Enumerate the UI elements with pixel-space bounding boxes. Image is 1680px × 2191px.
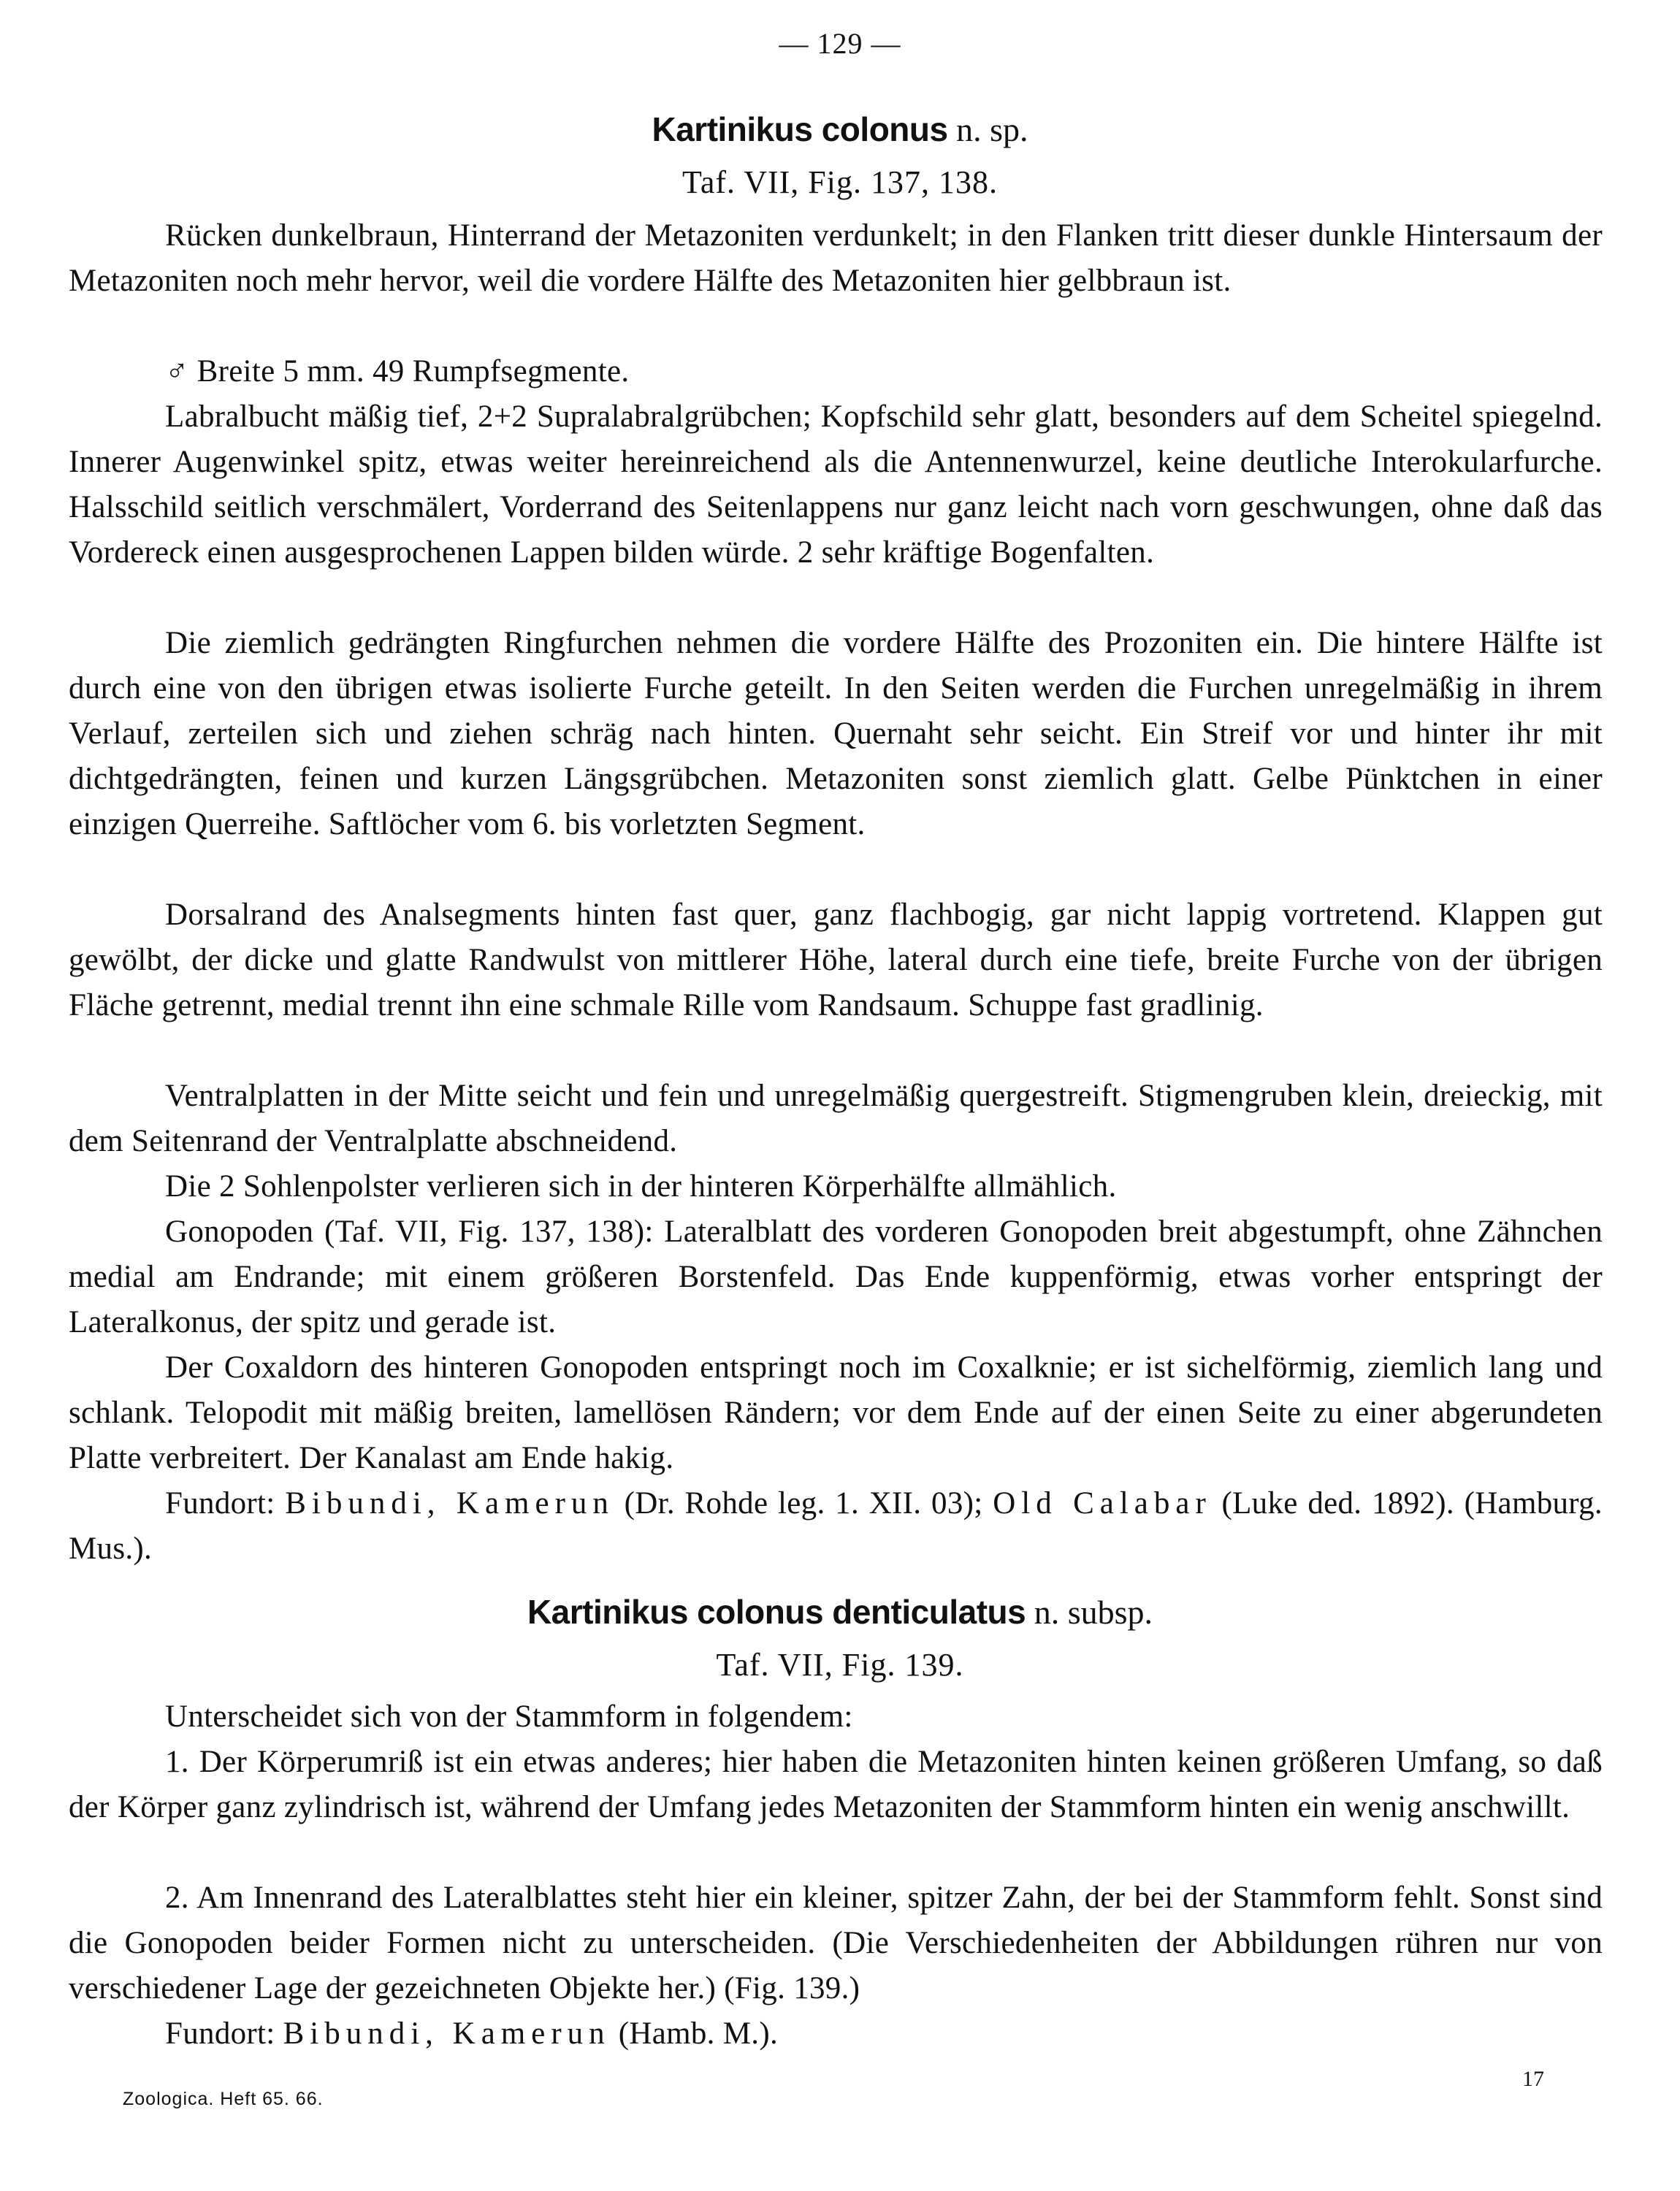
- locality-collector: (Dr. Rohde leg. 1. XII. 03);: [624, 1486, 983, 1521]
- species1-paragraph-7: Die 2 Sohlenpolster verlieren sich in der hinteren Körperhälfte allmählich.: [165, 1169, 1117, 1204]
- species1-paragraph-1: Rücken dunkelbraun, Hinterrand der Metazoniten verdunkelt; in den Flanken tritt dieser dunkle Hintersaum der Metazoniten noch mehr hervor, weil die vordere Hälfte des Metazoniten hier gelbbraun ist.: [69, 218, 1603, 298]
- species1-suffix: n. sp.: [956, 111, 1028, 148]
- locality-place: Old Calabar: [993, 1486, 1212, 1521]
- locality-label: Fundort:: [165, 1486, 275, 1521]
- page-number: — 129 —: [779, 27, 901, 60]
- species1-paragraph-6: Ventralplatten in der Mitte seicht und fein und unregelmäßig quergestreift. Stigmengruben klein, dreieckig, mit dem Seitenrand der Ventralplatte abschneidend.: [69, 1079, 1603, 1158]
- signature-mark: 17: [1522, 2067, 1544, 2091]
- species2-paragraph-2: 1. Der Körperumriß ist ein etwas anderes; hier haben die Metazoniten hinten keinen größeren Umfang, so daß der Körper ganz zylindrisch ist, während der Umfang jedes Metazoniten der Stammform hinten ein wenig anschwillt.: [69, 1745, 1603, 1824]
- species1-paragraph-2: ♂ Breite 5 mm. 49 Rumpfsegmente.: [165, 354, 630, 389]
- species1-paragraph-8: Gonopoden (Taf. VII, Fig. 137, 138): Lateralblatt des vorderen Gonopoden breit abgestumpft, ohne Zähnchen medial am Endrande; mit einem größeren Borstenfeld. Das Ende kuppenförmig, etwas vorher entspringt der Lateralkonus, der spitz und gerade ist.: [69, 1215, 1603, 1339]
- locality-collection: (Hamb. M.).: [618, 2016, 778, 2051]
- species2-heading: [0, 1592, 1680, 1632]
- locality-place: Bibundi, Kamerun: [285, 1486, 614, 1521]
- species1-paragraph-5: Dorsalrand des Analsegments hinten fast quer, ganz flachbogig, gar nicht lappig vortretend. Klappen gut gewölbt, der dicke und glatte Randwulst von mittlerer Höhe, lateral durch eine tiefe, breite Furche von der übrigen Fläche getrennt, medial trennt ihn eine schmale Rille vom Randsaum. Schuppe fast gradlinig.: [69, 898, 1603, 1022]
- species1-paragraph-3: Labralbucht mäßig tief, 2+2 Supralabralgrübchen; Kopfschild sehr glatt, besonders auf dem Scheitel spiegelnd. Innerer Augenwinkel spitz, etwas weiter hereinreichend als die Antennenwurzel, keine deutliche Interokularfurche. Halsschild seitlich verschmälert, Vorderrand des Seitenlappens nur ganz leicht nach vorn geschwungen, ohne daß das Vordereck einen ausgesprochenen Lappen bilden würde. 2 sehr kräftige Bogenfalten.: [69, 399, 1603, 570]
- species1-heading: [0, 110, 1680, 149]
- locality-place: Bibundi, Kamerun: [283, 2016, 611, 2051]
- species1-paragraph-4: Die ziemlich gedrängten Ringfurchen nehmen die vordere Hälfte des Prozoniten ein. Die hintere Hälfte ist durch eine von den übrigen etwas isolierte Furche geteilt. In den Seiten werden die Furchen unregelmäßig in ihrem Verlauf, zerteilen sich und ziehen schräg nach hinten. Quernaht sehr seicht. Ein Streif vor und hinter ihr mit dichtgedrängten, feinen und kurzen Längsgrübchen. Metazoniten sonst ziemlich glatt. Gelbe Pünktchen in einer einzigen Querreihe. Saftlöcher vom 6. bis vorletzten Segment.: [69, 626, 1603, 841]
- species2-locality: [69, 2011, 1603, 2057]
- journal-footer: Zoologica. Heft 65. 66.: [123, 2089, 324, 2109]
- species2-suffix: n. subsp.: [1034, 1594, 1153, 1631]
- locality-label: Fundort:: [165, 2016, 275, 2051]
- species2-paragraph-3: 2. Am Innenrand des Lateralblattes steht hier ein kleiner, spitzer Zahn, der bei der Stammform fehlt. Sonst sind die Gonopoden beider Formen nicht zu unterscheiden. (Die Verschiedenheiten der Abbildungen rühren nur von verschiedener Lage der gezeichneten Objekte her.) (Fig. 139.): [69, 1881, 1603, 2005]
- species2-plate: Taf. VII, Fig. 139.: [716, 1647, 964, 1683]
- species2-name: Kartinikus colonus denticulatus: [527, 1593, 1026, 1631]
- species1-locality: [69, 1481, 1603, 1572]
- locality-collection: (Luke ded. 1892). (Hamburg. Mus.).: [69, 1486, 1603, 1566]
- species1-name: Kartinikus colonus: [652, 110, 948, 148]
- species1-plate: Taf. VII, Fig. 137, 138.: [682, 164, 998, 200]
- species2-paragraph-1: Unterscheidet sich von der Stammform in folgendem:: [165, 1699, 853, 1734]
- species1-paragraph-9: Der Coxaldorn des hinteren Gonopoden entspringt noch im Coxalknie; er ist sichelförmig, ziemlich lang und schlank. Telopodit mit mäßig breiten, lamellösen Rändern; vor dem Ende auf der einen Seite zu einer abgerundeten Platte verbreitert. Der Kanalast am Ende hakig.: [69, 1350, 1603, 1475]
